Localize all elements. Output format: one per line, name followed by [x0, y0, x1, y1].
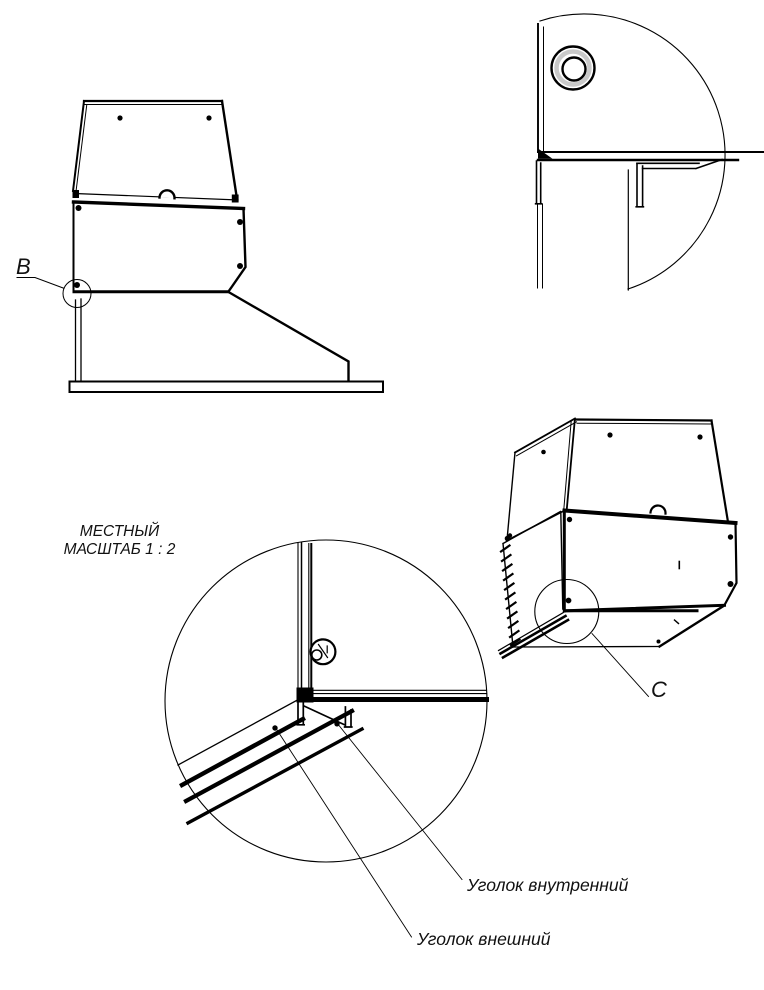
scale-note-line1: МЕСТНЫЙ — [79, 523, 160, 540]
rivet-dot — [728, 581, 734, 587]
rivet-dot — [728, 534, 733, 539]
rivet-dot — [74, 282, 80, 288]
callout-inner-angle-label: Уголок внутренний — [467, 875, 629, 895]
rivet-dot — [541, 450, 546, 455]
rivet-dot — [657, 640, 661, 644]
local-detail-view — [165, 540, 487, 937]
outer-angle-leg — [186, 711, 352, 801]
detail-b-letter: B — [16, 254, 31, 279]
rivet-dot — [206, 115, 211, 120]
leader-detail-c — [592, 634, 649, 697]
louver-slats — [501, 546, 520, 646]
rivet-side-inner — [312, 650, 322, 660]
corner-joint — [538, 149, 553, 159]
rivet-dot — [117, 115, 122, 120]
leader-inner-angle — [339, 726, 462, 880]
base-plate — [70, 382, 384, 393]
rivet-dot — [237, 263, 243, 269]
corner-detail-view — [536, 14, 764, 290]
scale-note — [64, 522, 176, 558]
inner-angle-leg — [182, 719, 303, 785]
rivet-dot — [76, 205, 82, 211]
handle-bump — [651, 506, 666, 514]
rivet-dot — [697, 434, 702, 439]
rivet-dot — [566, 598, 572, 604]
rivet-dot — [508, 533, 512, 537]
hood-right-foot — [232, 195, 239, 203]
bolt-inner-circle — [563, 58, 586, 81]
leader-outer-angle — [277, 730, 412, 937]
hook-angle-right — [636, 164, 643, 207]
side-view — [63, 101, 383, 392]
hook-angle-left — [536, 161, 542, 204]
isometric-view — [499, 419, 737, 697]
detail-b-callout — [16, 254, 65, 289]
detail-c-letter: C — [651, 677, 667, 702]
rivet-dot — [237, 219, 243, 225]
handle-bump — [160, 190, 175, 198]
rivet-dot — [607, 432, 612, 437]
scale-note-line2: МАСШТАБ 1 : 2 — [63, 541, 176, 558]
rivet-dot — [567, 517, 572, 522]
callout-outer-angle-label: Уголок внешний — [417, 929, 551, 949]
